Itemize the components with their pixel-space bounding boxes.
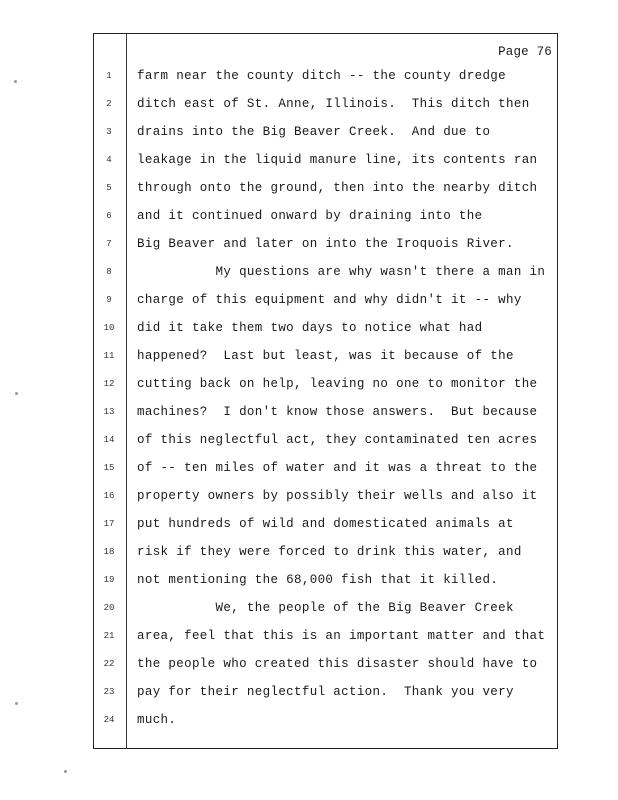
scan-speck (14, 80, 17, 83)
transcript-line (0, 286, 618, 314)
scan-speck (15, 702, 18, 705)
line-text: put hundreds of wild and domesticated animals at (137, 517, 514, 531)
transcript-line (0, 538, 618, 566)
transcript-line (0, 118, 618, 146)
line-number: 24 (103, 715, 115, 725)
transcript-line (0, 510, 618, 538)
line-number: 12 (103, 379, 115, 389)
scan-speck (64, 770, 67, 773)
line-text: through onto the ground, then into the nearby ditch (137, 181, 538, 195)
line-number: 3 (106, 127, 112, 137)
line-number: 21 (103, 631, 115, 641)
transcript-line (0, 482, 618, 510)
line-number: 23 (103, 687, 115, 697)
transcript-line (0, 314, 618, 342)
line-text: of -- ten miles of water and it was a threat to the (137, 461, 538, 475)
transcript-line (0, 174, 618, 202)
line-text: charge of this equipment and why didn't it -- why (137, 293, 522, 307)
line-text: property owners by possibly their wells and also it (137, 489, 538, 503)
line-text: and it continued onward by draining into the (137, 209, 483, 223)
line-text: risk if they were forced to drink this water, and (137, 545, 522, 559)
line-number: 19 (103, 575, 115, 585)
transcript-line (0, 454, 618, 482)
line-number: 17 (103, 519, 115, 529)
transcript-line (0, 370, 618, 398)
line-number: 4 (106, 155, 112, 165)
transcript-line (0, 594, 618, 622)
line-text: My questions are why wasn't there a man in (137, 265, 546, 279)
line-number: 18 (103, 547, 115, 557)
transcript-line (0, 146, 618, 174)
transcript-line (0, 202, 618, 230)
transcript-line (0, 426, 618, 454)
line-text: We, the people of the Big Beaver Creek (137, 601, 514, 615)
transcript-line (0, 342, 618, 370)
line-text: cutting back on help, leaving no one to monitor the (137, 377, 538, 391)
transcript-line (0, 566, 618, 594)
line-number: 5 (106, 183, 112, 193)
line-number: 15 (103, 463, 115, 473)
line-text: happened? Last but least, was it because of the (137, 349, 514, 363)
line-text: drains into the Big Beaver Creek. And due to (137, 125, 491, 139)
line-number: 7 (106, 239, 112, 249)
line-text: farm near the county ditch -- the county dredge (137, 69, 507, 83)
transcript-line (0, 398, 618, 426)
line-text: not mentioning the 68,000 fish that it killed. (137, 573, 499, 587)
line-number: 20 (103, 603, 115, 613)
scan-speck (15, 392, 18, 395)
transcript-line (0, 622, 618, 650)
transcript-line (0, 258, 618, 286)
line-text: of this neglectful act, they contaminated ten acres (137, 433, 538, 447)
line-text: ditch east of St. Anne, Illinois. This ditch then (137, 97, 530, 111)
line-number: 10 (103, 323, 115, 333)
line-number: 1 (106, 71, 112, 81)
line-number: 11 (103, 351, 115, 361)
line-text: did it take them two days to notice what had (137, 321, 483, 335)
line-number: 13 (103, 407, 115, 417)
line-text: leakage in the liquid manure line, its contents ran (137, 153, 538, 167)
line-text: area, feel that this is an important matter and that (137, 629, 546, 643)
transcript-line (0, 62, 618, 90)
line-text: machines? I don't know those answers. But because (137, 405, 538, 419)
transcript-line (0, 706, 618, 734)
transcript-body (0, 62, 618, 734)
transcript-line (0, 678, 618, 706)
transcript-line (0, 650, 618, 678)
line-number: 16 (103, 491, 115, 501)
transcript-line (0, 90, 618, 118)
line-number: 9 (106, 295, 112, 305)
line-text: Big Beaver and later on into the Iroquois River. (137, 237, 514, 251)
transcript-line (0, 230, 618, 258)
line-number: 22 (103, 659, 115, 669)
line-text: much. (137, 713, 177, 727)
line-text: pay for their neglectful action. Thank you very (137, 685, 514, 699)
line-number: 8 (106, 267, 112, 277)
line-number: 2 (106, 99, 112, 109)
line-text: the people who created this disaster should have to (137, 657, 538, 671)
line-number: 14 (103, 435, 115, 445)
line-number: 6 (106, 211, 112, 221)
page-number: Page 76 (498, 45, 552, 59)
